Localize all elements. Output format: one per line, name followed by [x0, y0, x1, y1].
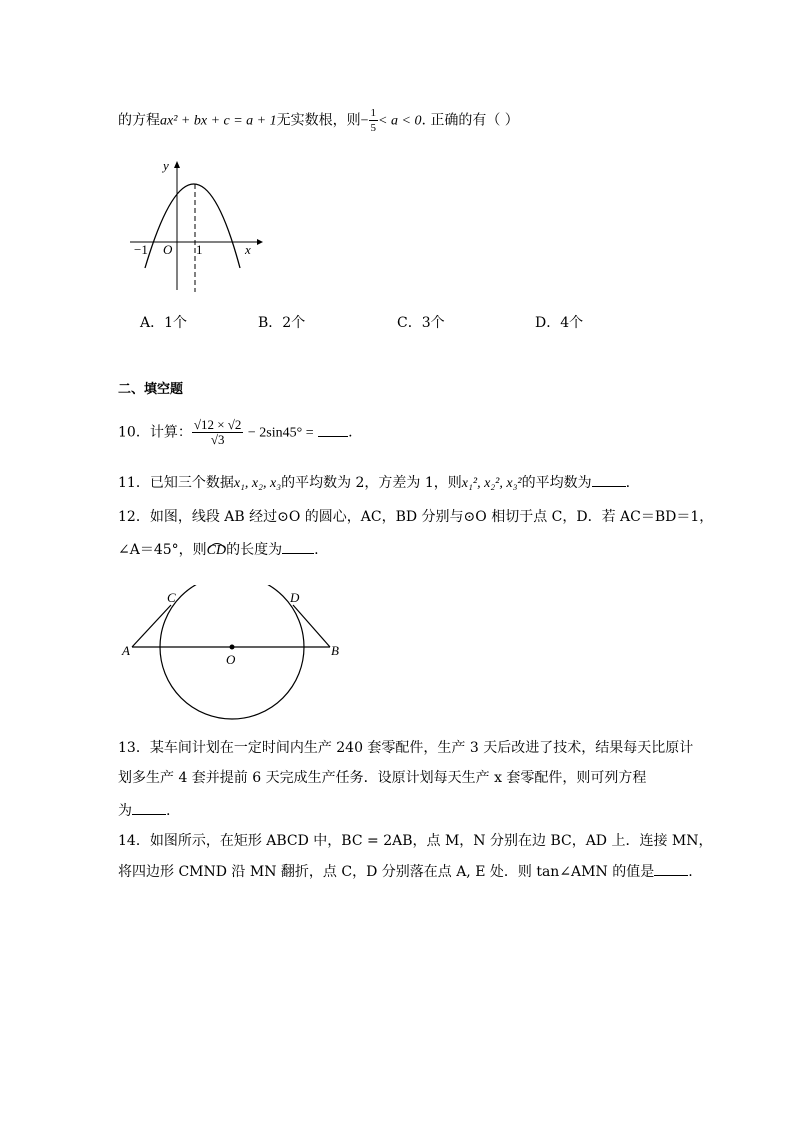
label-d: D — [290, 590, 300, 605]
q11-text-b: 的平均数为 2，方差为 1，则 — [281, 475, 462, 491]
q12-arc — [207, 543, 226, 558]
q10-label: 10．计算： — [118, 424, 192, 441]
q9-equation: ax² + bx + c = a + 1 — [160, 113, 277, 129]
q13-end: . — [166, 803, 171, 819]
q11-end: . — [625, 475, 631, 491]
q12-line2 — [118, 539, 319, 561]
tangent-ac — [132, 605, 171, 647]
option-b[interactable]: B．2个 — [258, 315, 306, 331]
q12-line2b: 的长度为 — [226, 542, 283, 558]
q10-numerator: √12 × √2 — [193, 417, 242, 432]
q10-denominator: √3 — [210, 432, 225, 447]
q14-line2-text: 将四边形 CMND 沿 MN 翻折，点 C，D 分别落在点 A, E 处．则 tan∠AMN 的值是 — [118, 864, 655, 880]
one-label: 1 — [196, 242, 203, 257]
parabola-graph — [125, 150, 265, 295]
q9-fraction — [369, 106, 379, 135]
label-c: C — [167, 590, 176, 605]
label-a: A — [122, 643, 130, 658]
q12-line1: 12．如图，线段 AB 经过⊙O 的圆心，AC，BD 分别与⊙O 相切于点 C，D．若 AC＝BD＝1， — [118, 509, 714, 525]
q11-vars: x₁, x₂, x₃ — [233, 476, 282, 491]
q13-line2: 划多生产 4 套并提前 6 天完成生产任务．设原计划每天生产 x 套零配件，则可列方程 — [118, 770, 647, 786]
q10 — [118, 418, 353, 447]
arc-symbol — [208, 541, 226, 549]
frac-num: 1 — [370, 107, 377, 119]
section-title: 二、填空题 — [118, 382, 184, 397]
option-d[interactable]: D．4个 — [535, 315, 584, 331]
y-label: y — [163, 158, 169, 173]
q9-inequality: < a < 0 — [378, 113, 422, 129]
option-a[interactable]: A．1个 — [140, 315, 188, 331]
q13-line3-text: 为 — [118, 803, 132, 819]
q13-answer-blank[interactable] — [132, 800, 166, 815]
arc-label: CD — [206, 543, 227, 558]
option-c[interactable]: C．3个 — [397, 315, 445, 331]
q11-answer-blank[interactable] — [592, 472, 626, 487]
q13-line1: 13．某车间计划在一定时间内生产 240 套零配件，生产 3 天后改进了技术，结果每天比原计 — [118, 740, 694, 756]
q10-rest: − 2sin45° = — [247, 425, 314, 441]
q12-end: . — [314, 542, 319, 558]
q10-end: . — [348, 424, 353, 441]
q10-fraction — [192, 418, 244, 447]
center-dot — [230, 645, 235, 650]
q12-line2a: ∠A＝45°，则 — [118, 542, 207, 558]
y-axis-arrow — [174, 161, 180, 168]
parabola-curve — [145, 184, 240, 268]
q14-answer-blank[interactable] — [654, 861, 688, 876]
label-o: O — [226, 652, 236, 667]
q14-end: . — [688, 864, 693, 880]
label-b: B — [331, 643, 339, 658]
origin-label: O — [163, 242, 173, 257]
q11-text-a: 11．已知三个数据 — [118, 475, 234, 491]
q12-answer-blank[interactable] — [282, 539, 314, 554]
tangent-bd — [293, 605, 330, 647]
q13-line3 — [118, 800, 170, 821]
q9-suffix: . 正确的有（ ） — [421, 112, 519, 129]
q9-mid-text: 无实数根，则 — [276, 112, 361, 129]
q11-vars-squared: x₁², x₂², x₃² — [461, 476, 522, 491]
x-label: x — [245, 242, 251, 257]
q14-line1: 14．如图所示，在矩形 ABCD 中，BC = 2AB，点 M，N 分别在边 BC，AD 上．连接 MN， — [118, 833, 713, 849]
q10-answer-blank[interactable] — [318, 422, 348, 437]
frac-den: 5 — [370, 122, 377, 134]
q9-statement — [118, 106, 519, 135]
q9-neg: − — [360, 113, 369, 129]
q9-prefix: 的方程 — [118, 112, 160, 129]
x-axis-arrow — [257, 239, 263, 245]
q11 — [118, 472, 630, 494]
minus-one-label: −1 — [134, 242, 148, 257]
circle-figure — [118, 585, 358, 720]
q14-line2 — [118, 861, 693, 882]
q11-text-c: 的平均数为 — [521, 475, 592, 491]
